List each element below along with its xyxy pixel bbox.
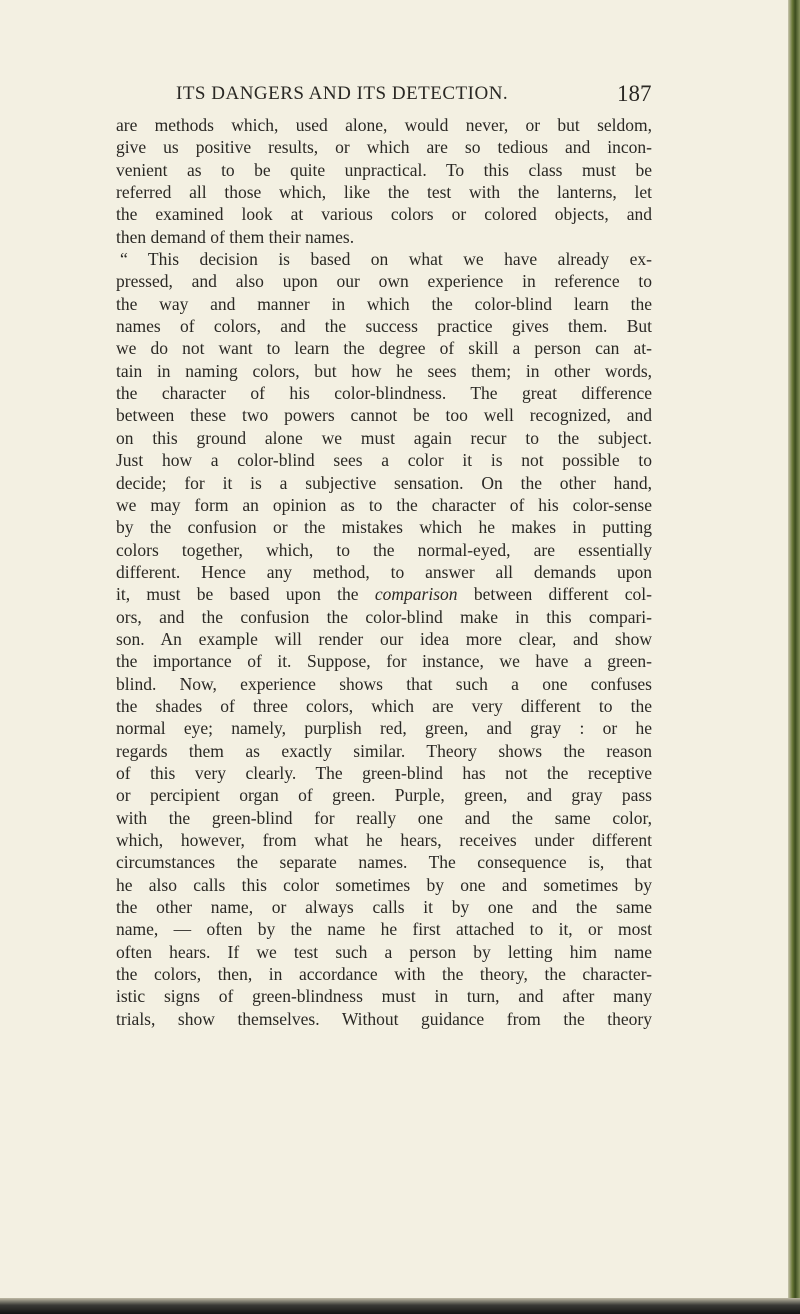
text-line: son. An example will render our idea more clear, and show (116, 628, 652, 649)
text-line-with-emphasis (116, 583, 652, 605)
text-line: on this ground alone we must again recur to the subject. (116, 427, 652, 448)
running-title: ITS DANGERS AND ITS DETECTION. (176, 83, 509, 104)
emphasis-word: comparison (374, 584, 458, 605)
page-edge-shadow (788, 0, 800, 1314)
text-line: regards them as exactly similar. Theory shows the reason (116, 740, 652, 761)
text-line: the examined look at various colors or colored objects, and (116, 204, 652, 225)
running-header (0, 74, 788, 114)
text-line: the other name, or always calls it by one and the same (116, 897, 652, 918)
text-line: ors, and the confusion the color-blind make in this compari- (116, 606, 652, 627)
body-text (116, 114, 652, 1030)
text-line: by the confusion or the mistakes which he makes in putting (116, 517, 652, 538)
text-line: name, — often by the name he first attached to it, or most (116, 919, 652, 940)
text-line: give us positive results, or which are so tedious and incon- (116, 137, 652, 158)
text-line: venient as to be quite unpractical. To this class must be (116, 159, 652, 180)
text-line: the way and manner in which the color-blind learn the (116, 293, 652, 314)
text-line: or percipient organ of green. Purple, green, and gray pass (116, 785, 652, 806)
text-line: are methods which, used alone, would never, or but seldom, (116, 115, 652, 135)
text-line: “ This decision is based on what we have already ex- (120, 249, 652, 270)
text-line: we may form an opinion as to the character of his color-sense (116, 494, 652, 515)
text-line: which, however, from what he hears, receives under different (116, 830, 652, 850)
text-line: names of colors, and the success practice gives them. But (116, 316, 652, 337)
text-line: the character of his color-blindness. The great difference (116, 383, 652, 404)
text-line: blind. Now, experience shows that such a one confuses (116, 673, 652, 694)
text-line: normal eye; namely, purplish red, green, and gray : or he (116, 718, 652, 739)
text-line: colors together, which, to the normal-eyed, are essentially (116, 539, 652, 560)
text-line: istic signs of green-blindness must in turn, and after many (116, 986, 652, 1007)
text-line: between these two powers cannot be too well recognized, and (116, 405, 652, 426)
text-line: the importance of it. Suppose, for instance, we have a green- (116, 651, 652, 672)
text-line: Just how a color-blind sees a color it is not possible to (116, 450, 652, 471)
text-line: of this very clearly. The green-blind has not the receptive (116, 762, 652, 783)
bottom-edge-shadow (0, 1298, 800, 1314)
text-line: then demand of them their names. (116, 226, 355, 247)
text-line: often hears. If we test such a person by letting him name (116, 941, 652, 962)
page-number: 187 (617, 81, 652, 106)
text-line: he also calls this color sometimes by one and sometimes by (116, 874, 652, 895)
text-segment: between different col- (473, 584, 652, 605)
text-line: trials, show themselves. Without guidance from the theory (116, 1008, 652, 1029)
text-line: the shades of three colors, which are very different to the (116, 695, 652, 716)
text-line: tain in naming colors, but how he sees them; in other words, (116, 360, 652, 381)
text-line: different. Hence any method, to answer all demands upon (116, 561, 652, 582)
text-line: with the green-blind for really one and the same color, (116, 807, 652, 828)
text-segment: it, must be based upon the (116, 584, 359, 605)
text-line: the colors, then, in accordance with the theory, the character- (116, 964, 652, 985)
text-line: circumstances the separate names. The consequence is, that (116, 852, 652, 873)
text-line: referred all those which, like the test with the lanterns, let (116, 182, 652, 203)
text-line: we do not want to learn the degree of skill a person can at- (116, 338, 652, 359)
text-line: decide; for it is a subjective sensation. On the other hand, (116, 472, 652, 493)
text-line: pressed, and also upon our own experience in reference to (116, 271, 652, 292)
